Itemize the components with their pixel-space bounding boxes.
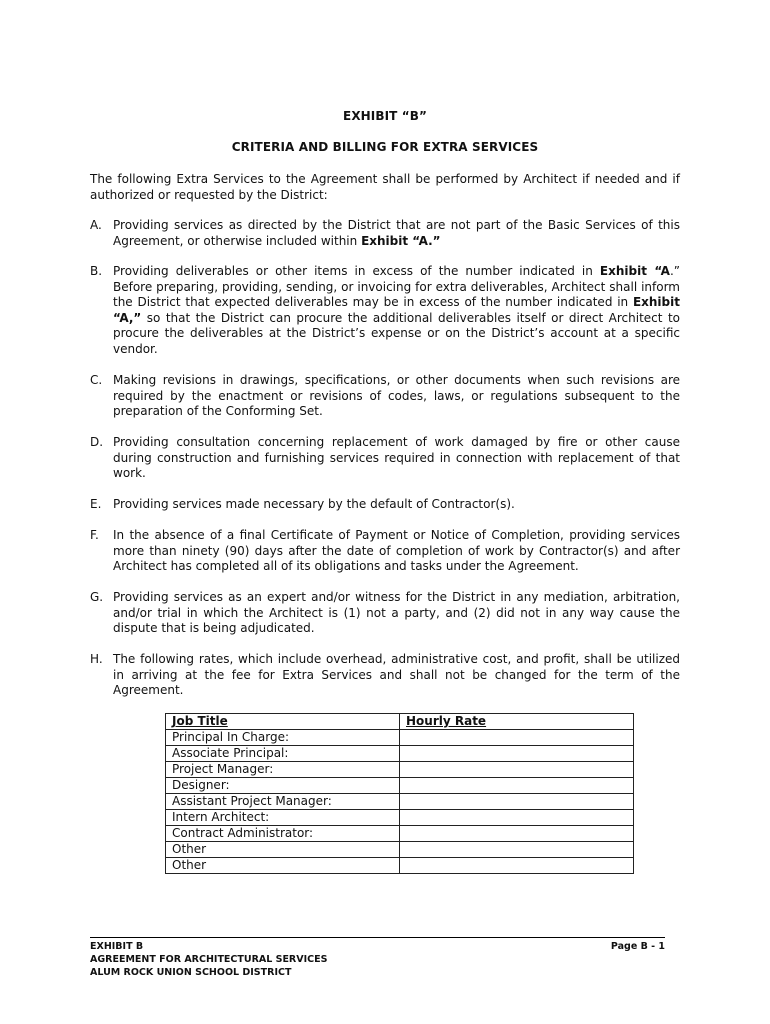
list-item-text: Providing consultation concerning replacement of work damaged by fire or other cause during construction and furnishing services required in connection with replacement of that work. xyxy=(113,435,680,480)
hourly-rate-cell xyxy=(400,730,634,746)
list-item-label: C. xyxy=(90,373,103,387)
list-item-text: Providing services made necessary by the default of Contractor(s). xyxy=(113,497,515,511)
list-item-text: Providing services as directed by the District that are not part of the Basic Services of this Agreement, or otherwise included within Exhibit “A.” xyxy=(113,218,680,248)
job-title-cell: Other xyxy=(166,842,400,858)
hourly-rates-table xyxy=(165,713,634,874)
table-row xyxy=(166,842,634,858)
list-item-text: The following rates, which include overhead, administrative cost, and profit, shall be utilized in arriving at the fee for Extra Services and shall not be changed for the term of the Agreement. xyxy=(113,652,680,697)
job-title-cell: Principal In Charge: xyxy=(166,730,400,746)
job-title-cell: Associate Principal: xyxy=(166,746,400,762)
hourly-rate-header: Hourly Rate xyxy=(400,714,634,730)
list-item-label: H. xyxy=(90,652,103,666)
list-item-b xyxy=(90,264,680,357)
job-title-cell: Other xyxy=(166,858,400,874)
hourly-rate-cell xyxy=(400,810,634,826)
footer-divider xyxy=(90,937,665,938)
section-subtitle: CRITERIA AND BILLING FOR EXTRA SERVICES xyxy=(231,140,539,154)
job-title-cell: Project Manager: xyxy=(166,762,400,778)
exhibit-a-reference: Exhibit “A,” xyxy=(113,295,680,325)
intro-paragraph: The following Extra Services to the Agreement shall be performed by Architect if needed and if authorized or requested by the District: xyxy=(90,172,680,202)
hourly-rate-cell xyxy=(400,778,634,794)
list-item-label: G. xyxy=(90,590,104,604)
list-item-text: Providing deliverables or other items in excess of the number indicated in Exhibit “A.” Before preparing, providing, sending, or invoicing for extra deliverables, Architect shall inform the District that expected deliverables may be in excess of the number indicated in Exhibit “A,” so that the District can procure the additional deliverables itself or direct Architect to procure the deliverables at the District’s expense or on the District’s account at a specific vendor. xyxy=(113,264,680,356)
table-row xyxy=(166,746,634,762)
list-item-a xyxy=(90,218,680,249)
list-item-e xyxy=(90,497,680,513)
exhibit-a-reference: Exhibit “A xyxy=(599,264,670,278)
list-item-label: D. xyxy=(90,435,104,449)
list-item-g xyxy=(90,590,680,637)
page-number: Page B - 1 xyxy=(610,941,665,952)
footer-agreement-title: AGREEMENT FOR ARCHITECTURAL SERVICES xyxy=(90,954,328,965)
job-title-cell: Intern Architect: xyxy=(166,810,400,826)
table-row xyxy=(166,858,634,874)
table-row xyxy=(166,826,634,842)
job-title-cell: Assistant Project Manager: xyxy=(166,794,400,810)
footer-district-name: ALUM ROCK UNION SCHOOL DISTRICT xyxy=(90,967,292,978)
hourly-rate-cell xyxy=(400,858,634,874)
table-row xyxy=(166,730,634,746)
job-title-cell: Designer: xyxy=(166,778,400,794)
job-title-cell: Contract Administrator: xyxy=(166,826,400,842)
exhibit-a-reference: Exhibit “A.” xyxy=(361,233,441,248)
hourly-rate-cell xyxy=(400,762,634,778)
list-item-label: B. xyxy=(90,264,103,278)
list-item-f xyxy=(90,528,680,575)
list-item-label: F. xyxy=(90,528,99,542)
list-item-text: Providing services as an expert and/or witness for the District in any mediation, arbitration, and/or trial in which the Architect is (1) not a party, and (2) did not in any way cause the dispute that is being adjudicated. xyxy=(113,590,680,635)
list-item-h xyxy=(90,652,680,699)
list-item-label: E. xyxy=(90,497,102,511)
table-row xyxy=(166,810,634,826)
exhibit-title: EXHIBIT “B” xyxy=(343,109,427,123)
hourly-rate-cell xyxy=(400,826,634,842)
list-item-label: A. xyxy=(90,218,102,232)
hourly-rate-cell xyxy=(400,842,634,858)
list-item-c xyxy=(90,373,680,420)
list-item-d xyxy=(90,435,680,482)
hourly-rate-cell xyxy=(400,746,634,762)
table-header-row xyxy=(166,714,634,730)
table-row xyxy=(166,778,634,794)
page-footer xyxy=(90,940,665,979)
hourly-rate-cell xyxy=(400,794,634,810)
table-row xyxy=(166,794,634,810)
table-row xyxy=(166,762,634,778)
footer-exhibit-label: EXHIBIT B xyxy=(90,941,144,952)
list-item-text: In the absence of a final Certificate of Payment or Notice of Completion, providing services more than ninety (90) days after the date of completion of work by Contractor(s) and after Architect has completed all of its obligations and tasks under the Agreement. xyxy=(113,528,680,573)
list-item-text: Making revisions in drawings, specifications, or other documents when such revisions are required by the enactment or revisions of codes, laws, or regulations subsequent to the preparation of the Conforming Set. xyxy=(113,373,680,418)
job-title-header: Job Title xyxy=(166,714,400,730)
